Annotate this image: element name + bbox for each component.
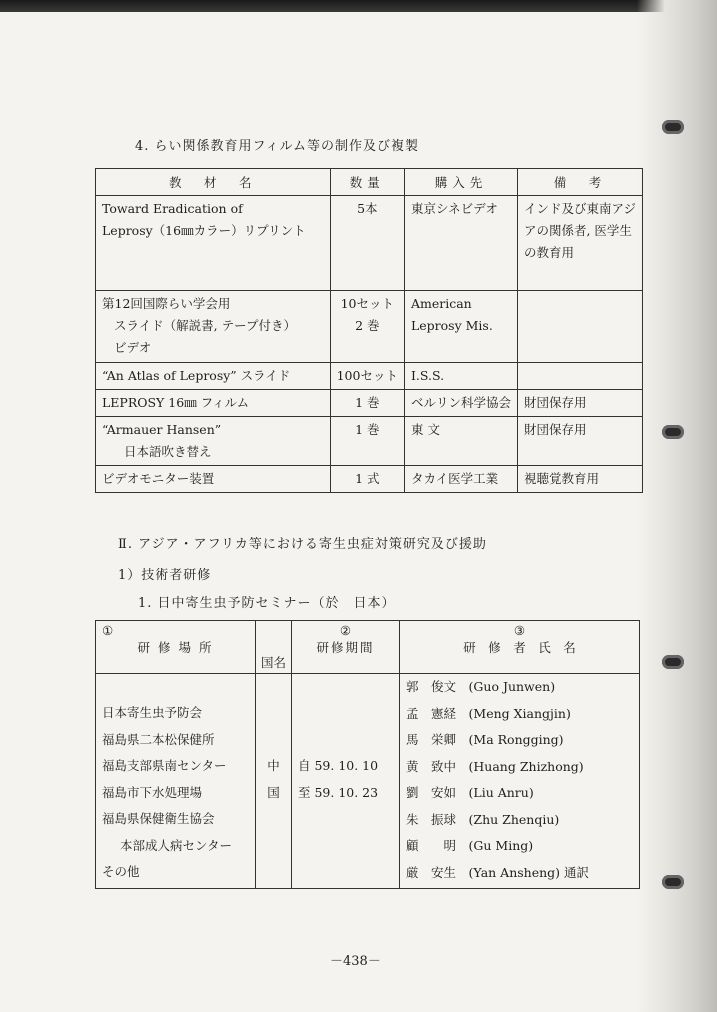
remarks-cell (517, 466, 642, 493)
header-materials: 教 材 名 (96, 169, 331, 196)
table-row (96, 674, 640, 889)
period-line: 自 59. 10. 10 (298, 758, 379, 773)
table-row (96, 363, 643, 390)
binder-ring-icon (662, 875, 684, 889)
cell-line: 日本語吹き替え (124, 444, 212, 459)
page-number: －438－ (330, 954, 381, 969)
cell-line: 視聴覚教育用 (523, 471, 599, 486)
purchaser-cell (404, 196, 517, 291)
cell-line: タカイ医学工業 (410, 471, 499, 486)
purchaser-cell (404, 390, 517, 417)
trainee-names-cell (400, 674, 640, 889)
place-item: 本部成人病センター (120, 837, 233, 853)
cell-line: の教育用 (523, 245, 574, 260)
cell-line: LEPROSY 16㎜ フィルム (102, 395, 250, 410)
trainee-name: 郭 俊文 (406, 679, 457, 694)
quantity-cell (330, 466, 404, 493)
header-trainee-names (400, 621, 640, 674)
table-row (96, 196, 643, 291)
header-purchaser: 購入先 (404, 169, 517, 196)
cell-line: ビデオモニター装置 (102, 471, 215, 486)
cell-line: 財団保存用 (523, 422, 587, 437)
purchaser-cell (404, 291, 517, 363)
cell-line: “Armauer Hansen” (102, 422, 222, 437)
trainee-roman: (Huang Zhizhong) (468, 758, 584, 774)
material-name-cell (96, 291, 331, 363)
period-cell (292, 674, 400, 889)
cell-line: 財団保存用 (523, 395, 587, 410)
trainee-name: 朱 振球 (406, 811, 457, 827)
cell-line: I.S.S. (410, 368, 445, 383)
cell-line: “An Atlas of Leprosy” スライド (102, 368, 291, 383)
trainee-roman: (Zhu Zhenqiu) (468, 811, 560, 827)
page-binding-edge (637, 0, 717, 1012)
binder-ring-icon (662, 120, 684, 134)
cell-line: スライド（解説書, テープ付き） (114, 318, 296, 333)
header-label: 国名 (260, 655, 286, 670)
trainees-table (95, 620, 640, 889)
subsection-heading: 1）技術者研修 (118, 568, 212, 583)
cell-line: 1 式 (355, 471, 380, 486)
remarks-cell (517, 291, 642, 363)
cell-line: ベルリン科学協会 (410, 395, 511, 410)
table-header-row (96, 169, 643, 196)
section-2-heading: Ⅱ. アジア・アフリカ等における寄生虫症対策研究及び援助 (118, 537, 487, 552)
seminar-heading: 1. 日中寄生虫予防セミナー（於 日本） (138, 596, 396, 611)
cell-line: 第12回国際らい学会用 (102, 296, 231, 311)
cell-line: 10セット (340, 296, 394, 311)
remarks-cell (517, 390, 642, 417)
material-name-cell (96, 390, 331, 417)
cell-line: Toward Eradication of (102, 201, 243, 216)
trainee-roman: (Yan Ansheng) 通訳 (468, 864, 590, 880)
cell-line: 1 巻 (355, 422, 380, 437)
purchaser-cell (404, 417, 517, 466)
training-places-cell (96, 674, 256, 889)
place-item: 福島県二本松保健所 (102, 731, 215, 747)
country-char: 国 (267, 784, 280, 800)
place-item: 日本寄生虫予防会 (102, 705, 203, 720)
trainee-roman: (Gu Ming) (468, 838, 534, 853)
trainee-name: 厳 安生 (406, 864, 457, 880)
section-4-heading: 4. らい関係教育用フィルム等の制作及び複製 (135, 139, 419, 154)
quantity-cell (330, 291, 404, 363)
trainee-name: 孟 憲経 (406, 705, 457, 721)
binder-ring-icon (662, 655, 684, 669)
trainee-name: 馬 栄卿 (406, 732, 457, 747)
table-row (96, 466, 643, 493)
header-training-place (96, 621, 256, 674)
materials-table (95, 168, 643, 493)
material-name-cell (96, 363, 331, 390)
place-item: 福島支部県南センター (102, 758, 227, 773)
trainee-roman: (Ma Rongging) (468, 732, 564, 747)
trainee-name: 黄 致中 (406, 758, 457, 774)
cell-line: 2 巻 (355, 318, 380, 333)
header-label: 研 修 者 氏 名 (463, 640, 576, 655)
cell-line: 東京シネビデオ (410, 201, 498, 216)
cell-line: ビデオ (114, 340, 152, 355)
header-country (256, 621, 292, 674)
remarks-cell (517, 196, 642, 291)
header-number: ② (339, 623, 352, 638)
quantity-cell (330, 390, 404, 417)
cell-line: 東 文 (410, 422, 440, 437)
quantity-cell (330, 196, 404, 291)
cell-line: 5本 (357, 201, 378, 216)
cell-line: 1 巻 (355, 395, 380, 410)
country-char: 中 (267, 758, 280, 773)
material-name-cell (96, 417, 331, 466)
cell-line: American (410, 296, 472, 311)
cell-line: 100セット (336, 368, 398, 383)
cell-line: Leprosy（16㎜カラー）リプリント (102, 223, 306, 238)
period-line: 至 59. 10. 23 (298, 784, 379, 800)
binder-ring-icon (662, 425, 684, 439)
place-item: その他 (102, 864, 140, 879)
cell-line: インド及び東南アジ (523, 201, 636, 216)
table-row (96, 291, 643, 363)
remarks-cell (517, 417, 642, 466)
cell-line: Leprosy Mis. (410, 318, 493, 333)
header-number: ③ (513, 623, 526, 638)
header-label: 研修期間 (316, 640, 375, 655)
header-period (292, 621, 400, 674)
trainee-roman: (Meng Xiangjin) (468, 705, 571, 721)
trainee-name: 劉 安如 (406, 785, 457, 800)
place-item: 福島県保健衛生協会 (102, 811, 215, 826)
place-item: 福島市下水処理場 (102, 784, 203, 800)
trainee-roman: (Liu Anru) (468, 785, 534, 800)
table-row (96, 390, 643, 417)
purchaser-cell (404, 466, 517, 493)
table-row (96, 417, 643, 466)
quantity-cell (330, 363, 404, 390)
cell-line: アの関係者, 医学生 (523, 223, 632, 238)
header-label: 研 修 場 所 (137, 640, 214, 655)
header-number: ① (102, 623, 114, 638)
country-cell (256, 674, 292, 889)
trainee-name: 顧 明 (406, 838, 457, 853)
header-quantity: 数量 (330, 169, 404, 196)
quantity-cell (330, 417, 404, 466)
trainee-roman: (Guo Junwen) (468, 679, 556, 694)
header-remarks: 備 考 (517, 169, 642, 196)
purchaser-cell (404, 363, 517, 390)
material-name-cell (96, 466, 331, 493)
material-name-cell (96, 196, 331, 291)
scan-top-edge (0, 0, 717, 12)
table-header-row (96, 621, 640, 674)
remarks-cell (517, 363, 642, 390)
